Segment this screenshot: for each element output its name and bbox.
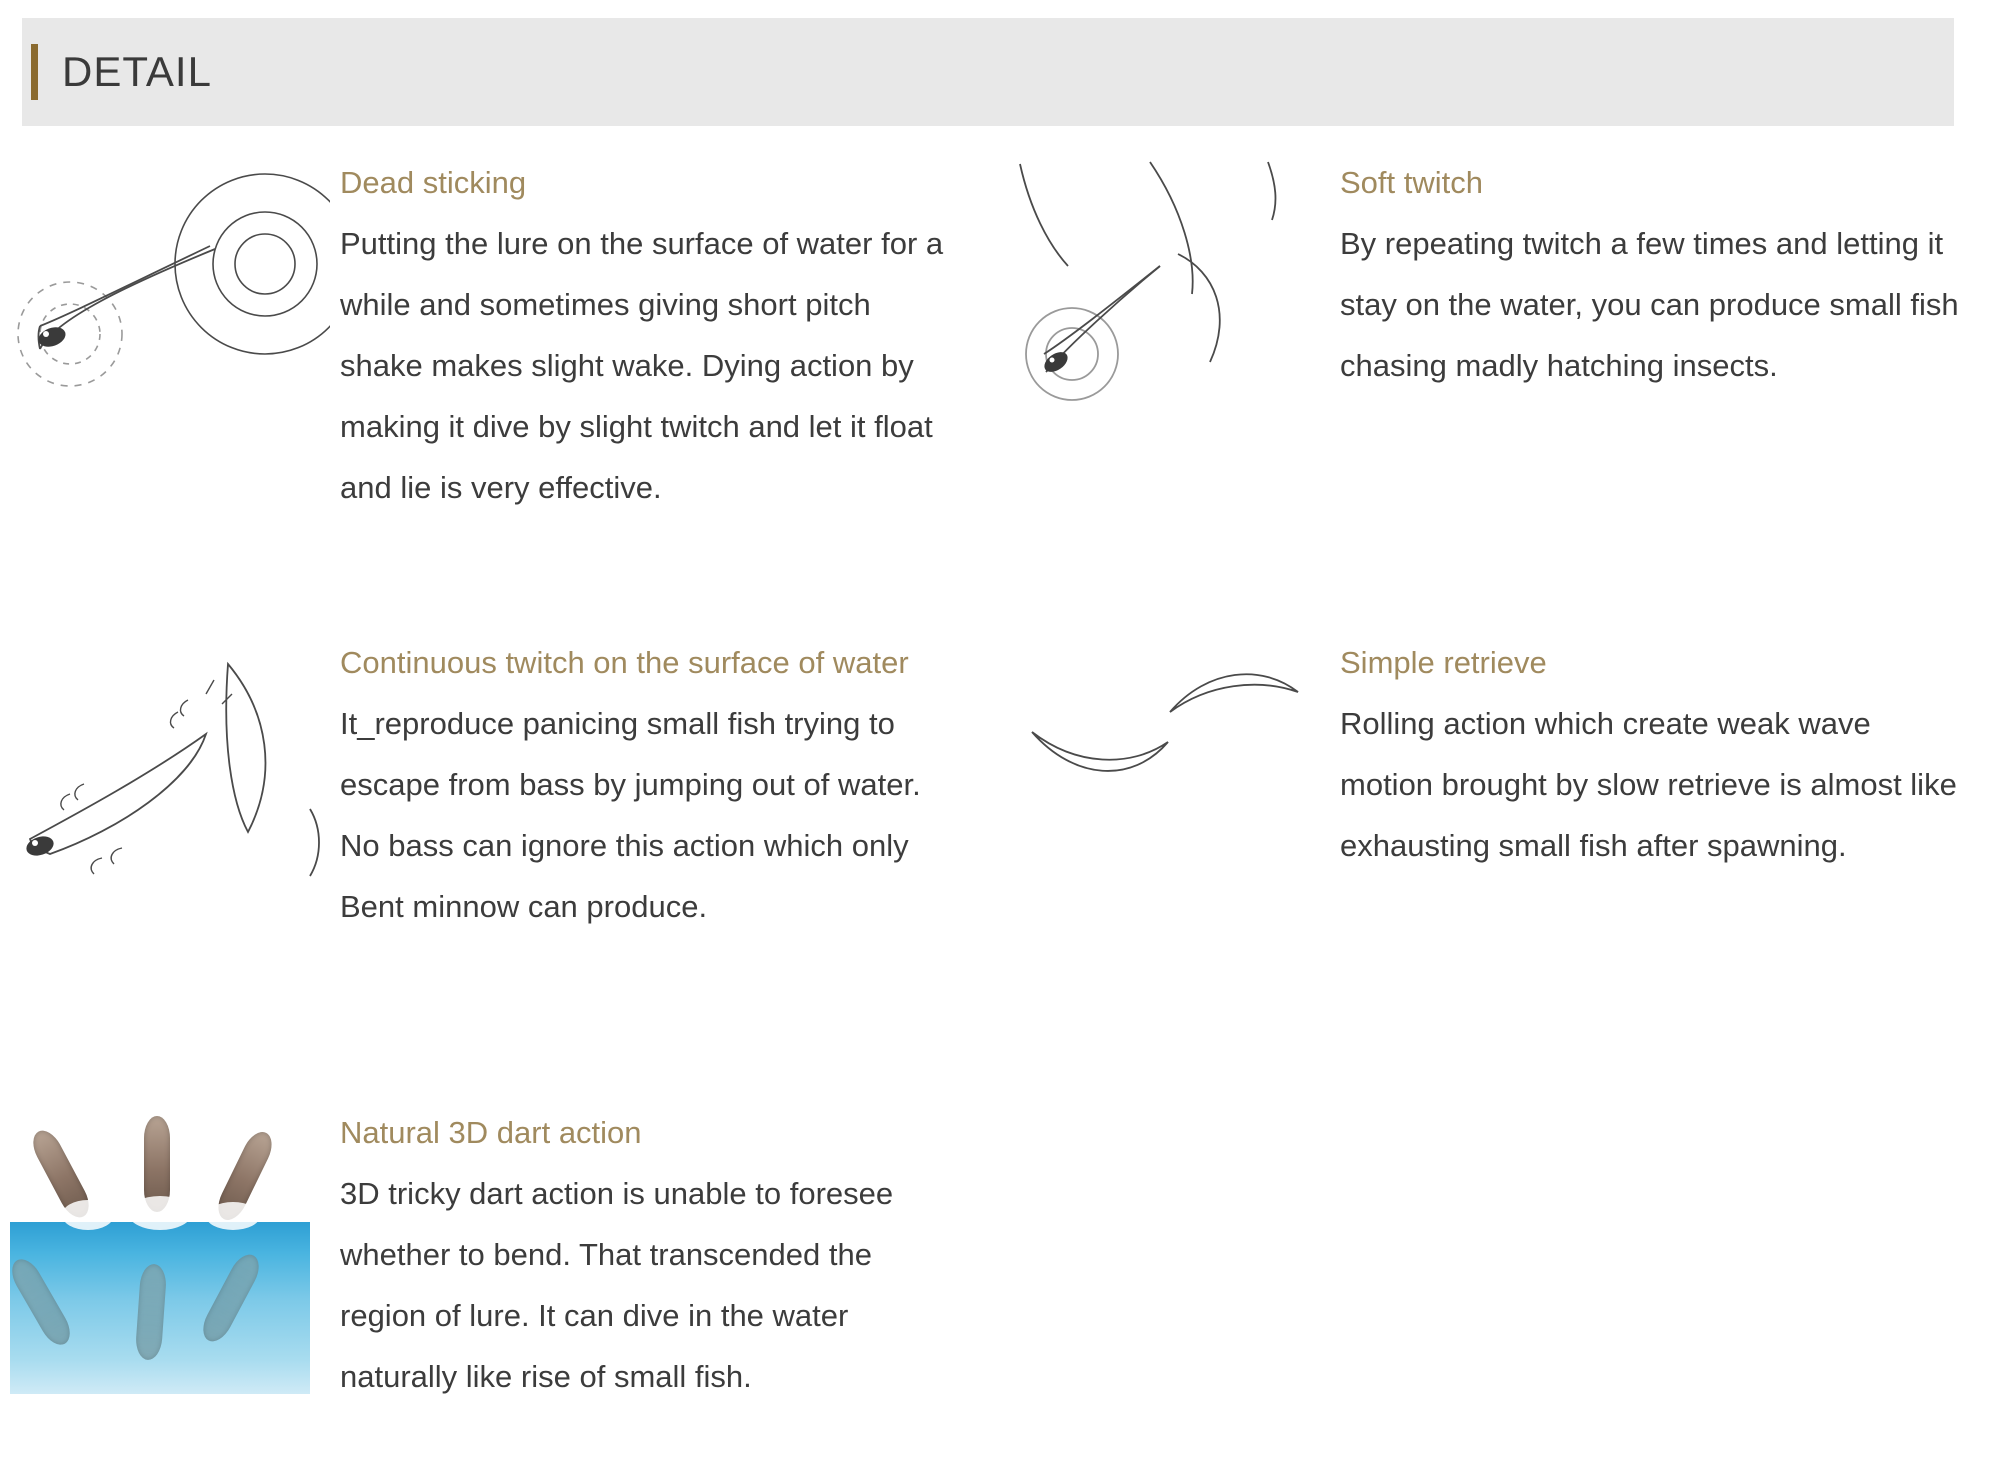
splash-center [128,1196,192,1230]
lure-jumping-diagram [10,634,330,934]
detail-item-soft-twitch [1000,150,2000,630]
detail-item-natural-3d-dart-action [0,1100,1000,1460]
detail-item-simple-retrieve [1000,630,2000,1100]
figure-natural-3d-dart-action [0,1100,340,1404]
splash-left [62,1200,114,1230]
item-body: It_reproduce panicing small fish trying to escape from bass by jumping out of water. No bass can ignore this action which only Bent minnow can produce. [340,706,921,924]
item-body: By repeating twitch a few times and letting it stay on the water, you can produce small fish chasing madly hatching insects. [1340,226,1959,383]
figure-continuous-twitch [0,630,340,934]
item-body: Rolling action which create weak wave motion brought by slow retrieve is almost like exhausting small fish after spawning. [1340,706,1957,863]
splash-right [206,1202,260,1230]
lure-ripple-diagram [10,154,330,454]
figure-dead-sticking [0,150,340,454]
detail-grid [0,150,2000,1460]
dart-action-photo [10,1104,310,1394]
item-title: Simple retrieve [1340,645,1547,680]
detail-row-1 [0,150,2000,630]
item-title: Continuous twitch on the surface of water [340,645,909,680]
page-title: DETAIL [62,48,212,95]
text-block-dead-sticking [340,150,960,518]
text-block-continuous-twitch [340,630,960,937]
item-body: 3D tricky dart action is unable to foresee whether to bend. That transcended the region of lure. It can dive in the water naturally like rise of small fish. [340,1176,894,1394]
item-title: Soft twitch [1340,165,1483,200]
detail-empty-cell [1000,1100,2000,1460]
text-block-simple-retrieve [1340,630,1960,876]
text-block-natural-3d-dart-action [340,1100,960,1407]
detail-item-continuous-twitch [0,630,1000,1100]
header-accent-bar [31,44,38,100]
lure-twitch-arcs-diagram [1010,154,1330,454]
detail-row-3 [0,1100,2000,1460]
item-body: Putting the lure on the surface of water for a while and sometimes giving short pitch shake makes slight wake. Dying action by making it dive by slight twitch and let it float and lie is very effective. [340,226,944,505]
detail-item-dead-sticking [0,150,1000,630]
rolling-wave-diagram [1010,634,1330,934]
text-block-soft-twitch [1340,150,1960,396]
item-title: Natural 3D dart action [340,1115,642,1150]
detail-row-2 [0,630,2000,1100]
figure-simple-retrieve [1000,630,1340,934]
section-header [22,18,1954,126]
figure-soft-twitch [1000,150,1340,454]
item-title: Dead sticking [340,165,527,200]
